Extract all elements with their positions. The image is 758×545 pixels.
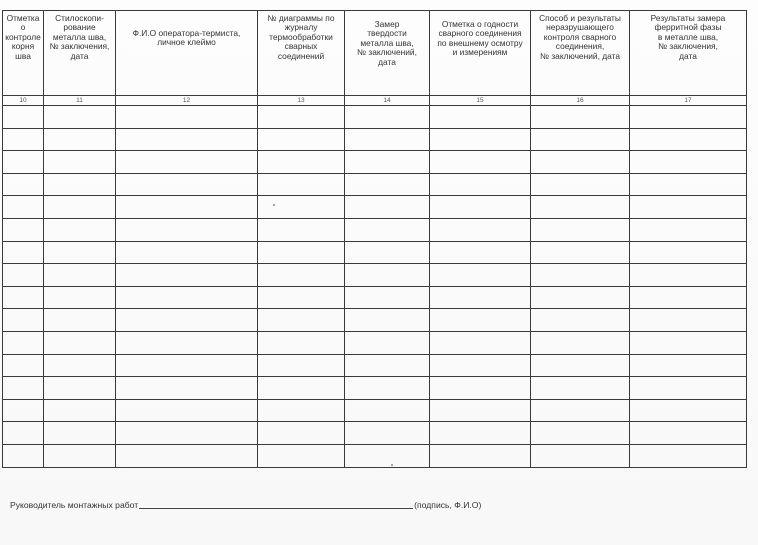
- journal-row: [3, 377, 747, 400]
- entry-cell[interactable]: [430, 128, 531, 151]
- entry-cell[interactable]: [116, 241, 258, 264]
- column-header: № диаграммы по журналу термообработки сварных соединений: [258, 11, 345, 96]
- entry-cell[interactable]: [630, 399, 747, 422]
- column-header: Отметка о контроле корня шва: [3, 11, 44, 96]
- entry-cell[interactable]: [531, 151, 630, 174]
- entry-cell[interactable]: [430, 151, 531, 174]
- journal-row: [3, 264, 747, 287]
- entry-cell[interactable]: [630, 241, 747, 264]
- entry-cell[interactable]: [430, 309, 531, 332]
- entry-cell[interactable]: [116, 444, 258, 467]
- column-header: Стилоскопи- рование металла шва, № заключения, дата: [44, 11, 116, 96]
- entry-cell[interactable]: [3, 264, 44, 287]
- entry-cell[interactable]: [345, 106, 430, 129]
- entry-cell[interactable]: [258, 173, 345, 196]
- signature-footer: [10, 500, 481, 510]
- entry-cell[interactable]: [531, 264, 630, 287]
- entry-cell[interactable]: [44, 331, 116, 354]
- journal-row: [3, 444, 747, 467]
- entry-cell[interactable]: [630, 377, 747, 400]
- journal-row: [3, 128, 747, 151]
- entry-cell[interactable]: [430, 173, 531, 196]
- entry-cell[interactable]: [3, 331, 44, 354]
- entry-cell[interactable]: [531, 196, 630, 219]
- journal-row: [3, 286, 747, 309]
- column-header: Отметка о годности сварного соединения по внешнему осмотру и измерениям: [430, 11, 531, 96]
- journal-row: [3, 309, 747, 332]
- entry-cell[interactable]: [44, 106, 116, 129]
- entry-cell[interactable]: [116, 173, 258, 196]
- entry-cell[interactable]: [258, 354, 345, 377]
- journal-row: [3, 422, 747, 445]
- entry-cell[interactable]: [630, 286, 747, 309]
- journal-row: [3, 106, 747, 129]
- entry-cell[interactable]: [630, 218, 747, 241]
- entry-cell[interactable]: [116, 196, 258, 219]
- entry-cell[interactable]: [345, 196, 430, 219]
- paper-speck: [273, 204, 275, 206]
- entry-cell[interactable]: [258, 331, 345, 354]
- entry-cell[interactable]: [345, 241, 430, 264]
- entry-cell[interactable]: [430, 399, 531, 422]
- entry-cell[interactable]: [430, 106, 531, 129]
- entry-cell[interactable]: [3, 399, 44, 422]
- entry-cell[interactable]: [345, 128, 430, 151]
- column-number: 15: [430, 96, 531, 106]
- entry-cell[interactable]: [430, 264, 531, 287]
- entry-cell[interactable]: [430, 331, 531, 354]
- journal-row: [3, 173, 747, 196]
- column-number: 16: [531, 96, 630, 106]
- entry-cell[interactable]: [531, 309, 630, 332]
- entry-cell[interactable]: [630, 173, 747, 196]
- entry-cell[interactable]: [531, 241, 630, 264]
- entry-cell[interactable]: [116, 151, 258, 174]
- entry-cell[interactable]: [430, 241, 531, 264]
- entry-cell[interactable]: [345, 399, 430, 422]
- entry-cell[interactable]: [430, 196, 531, 219]
- entry-cell[interactable]: [3, 444, 44, 467]
- entry-cell[interactable]: [258, 106, 345, 129]
- entry-cell[interactable]: [630, 354, 747, 377]
- entry-cell[interactable]: [531, 444, 630, 467]
- entry-cell[interactable]: [3, 106, 44, 129]
- journal-row: [3, 151, 747, 174]
- entry-cell[interactable]: [531, 106, 630, 129]
- entry-cell[interactable]: [3, 377, 44, 400]
- entry-cell[interactable]: [345, 331, 430, 354]
- entry-cell[interactable]: [430, 422, 531, 445]
- entry-cell[interactable]: [531, 377, 630, 400]
- entry-cell[interactable]: [630, 331, 747, 354]
- entry-cell[interactable]: [3, 128, 44, 151]
- entry-cell[interactable]: [430, 218, 531, 241]
- entry-cell[interactable]: [630, 422, 747, 445]
- entry-cell[interactable]: [531, 422, 630, 445]
- entry-cell[interactable]: [116, 331, 258, 354]
- welding-journal-table: [2, 10, 747, 468]
- entry-cell[interactable]: [531, 173, 630, 196]
- footer-suffix: (подпись, Ф.И.О): [414, 500, 482, 510]
- entry-cell[interactable]: [116, 128, 258, 151]
- entry-cell[interactable]: [258, 151, 345, 174]
- footer-label: Руководитель монтажных работ: [10, 500, 139, 510]
- entry-cell[interactable]: [430, 444, 531, 467]
- entry-cell[interactable]: [345, 444, 430, 467]
- entry-cell[interactable]: [258, 218, 345, 241]
- journal-row: [3, 218, 747, 241]
- entry-cell[interactable]: [258, 196, 345, 219]
- column-number: 12: [116, 96, 258, 106]
- column-header: Замер твердости металла шва, № заключений, дата: [345, 11, 430, 96]
- entry-cell[interactable]: [630, 151, 747, 174]
- journal-row: [3, 331, 747, 354]
- journal-row: [3, 354, 747, 377]
- entry-cell[interactable]: [345, 151, 430, 174]
- entry-cell[interactable]: [430, 286, 531, 309]
- column-header: Результаты замера ферритной фазы в металле шва, № заключения, дата: [630, 11, 747, 96]
- entry-cell[interactable]: [44, 173, 116, 196]
- entry-cell[interactable]: [258, 422, 345, 445]
- entry-cell[interactable]: [345, 422, 430, 445]
- entry-cell[interactable]: [44, 196, 116, 219]
- entry-cell[interactable]: [44, 354, 116, 377]
- entry-cell[interactable]: [430, 377, 531, 400]
- entry-cell[interactable]: [3, 354, 44, 377]
- paper-speck: [391, 464, 393, 466]
- entry-cell[interactable]: [116, 264, 258, 287]
- entry-cell[interactable]: [531, 331, 630, 354]
- entry-cell[interactable]: [345, 264, 430, 287]
- entry-cell[interactable]: [44, 377, 116, 400]
- entry-cell[interactable]: [258, 128, 345, 151]
- column-number: 11: [44, 96, 116, 106]
- journal-row: [3, 241, 747, 264]
- entry-cell[interactable]: [44, 264, 116, 287]
- entry-cell[interactable]: [44, 241, 116, 264]
- entry-cell[interactable]: [258, 377, 345, 400]
- entry-cell[interactable]: [116, 422, 258, 445]
- entry-cell[interactable]: [116, 106, 258, 129]
- entry-cell[interactable]: [258, 264, 345, 287]
- entry-cell[interactable]: [258, 286, 345, 309]
- column-header: Способ и результаты неразрушающего контроля сварного соединения, № заключений, дата: [531, 11, 630, 96]
- entry-cell[interactable]: [345, 173, 430, 196]
- entry-cell[interactable]: [116, 286, 258, 309]
- journal-body: [3, 106, 747, 468]
- entry-cell[interactable]: [3, 196, 44, 219]
- entry-cell[interactable]: [116, 309, 258, 332]
- entry-cell[interactable]: [44, 444, 116, 467]
- entry-cell[interactable]: [116, 354, 258, 377]
- entry-cell[interactable]: [116, 399, 258, 422]
- entry-cell[interactable]: [345, 218, 430, 241]
- entry-cell[interactable]: [630, 128, 747, 151]
- entry-cell[interactable]: [44, 286, 116, 309]
- journal-row: [3, 196, 747, 219]
- entry-cell[interactable]: [345, 354, 430, 377]
- entry-cell[interactable]: [630, 444, 747, 467]
- entry-cell[interactable]: [345, 377, 430, 400]
- column-header: Ф.И.О оператора-термиста, личное клеймо: [116, 11, 258, 96]
- journal-row: [3, 399, 747, 422]
- entry-cell[interactable]: [3, 422, 44, 445]
- entry-cell[interactable]: [3, 173, 44, 196]
- entry-cell[interactable]: [3, 309, 44, 332]
- entry-cell[interactable]: [258, 399, 345, 422]
- entry-cell[interactable]: [3, 151, 44, 174]
- column-number-row: [3, 96, 747, 106]
- entry-cell[interactable]: [258, 444, 345, 467]
- entry-cell[interactable]: [44, 151, 116, 174]
- entry-cell[interactable]: [345, 309, 430, 332]
- column-number: 13: [258, 96, 345, 106]
- entry-cell[interactable]: [531, 399, 630, 422]
- entry-cell[interactable]: [345, 286, 430, 309]
- entry-cell[interactable]: [116, 377, 258, 400]
- entry-cell[interactable]: [258, 241, 345, 264]
- header-row: [3, 11, 747, 96]
- entry-cell[interactable]: [3, 286, 44, 309]
- entry-cell[interactable]: [531, 286, 630, 309]
- entry-cell[interactable]: [531, 354, 630, 377]
- entry-cell[interactable]: [3, 218, 44, 241]
- column-number: 10: [3, 96, 44, 106]
- signature-line[interactable]: [139, 508, 413, 509]
- entry-cell[interactable]: [630, 264, 747, 287]
- entry-cell[interactable]: [430, 354, 531, 377]
- column-number: 14: [345, 96, 430, 106]
- entry-cell[interactable]: [630, 196, 747, 219]
- entry-cell[interactable]: [44, 309, 116, 332]
- entry-cell[interactable]: [44, 218, 116, 241]
- entry-cell[interactable]: [44, 422, 116, 445]
- entry-cell[interactable]: [531, 128, 630, 151]
- entry-cell[interactable]: [116, 218, 258, 241]
- column-number: 17: [630, 96, 747, 106]
- entry-cell[interactable]: [3, 241, 44, 264]
- entry-cell[interactable]: [258, 309, 345, 332]
- entry-cell[interactable]: [630, 106, 747, 129]
- entry-cell[interactable]: [531, 218, 630, 241]
- entry-cell[interactable]: [630, 309, 747, 332]
- entry-cell[interactable]: [44, 128, 116, 151]
- entry-cell[interactable]: [44, 399, 116, 422]
